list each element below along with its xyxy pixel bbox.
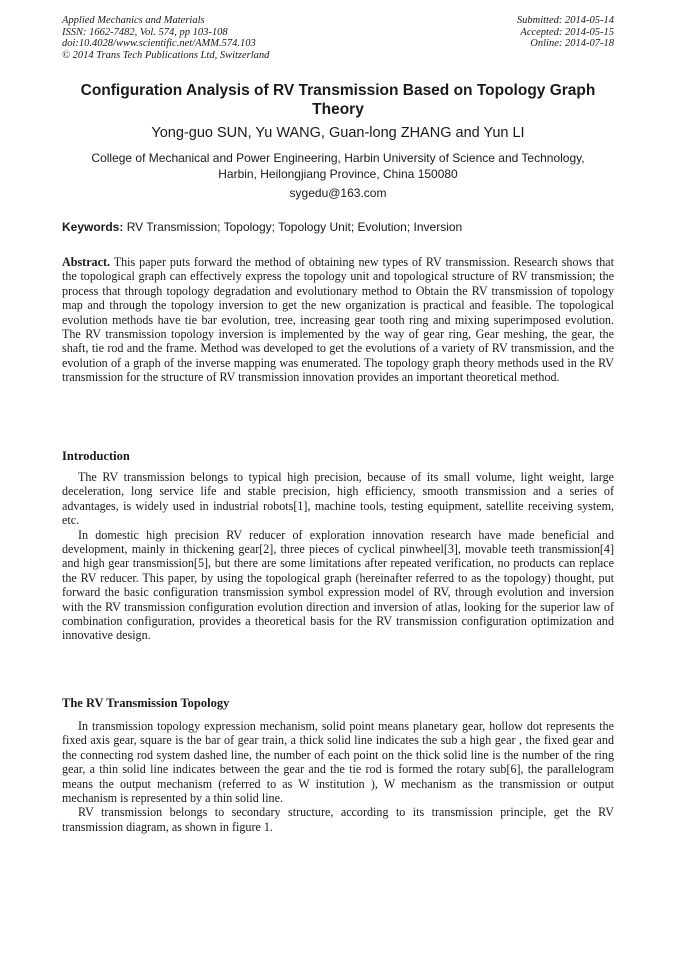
introduction-body [62,470,614,643]
affiliation-line-1: College of Mechanical and Power Engineering, Harbin University of Science and Technology, [91,151,585,165]
intro-paragraph: The RV transmission belongs to typical high precision, because of its small volume, light weight, large deceleration, long service life and stable precision, high efficiency, smooth transmission and a series of advantages, is widely used in industrial robots[1], machine tools, testing equipment, satellite receiving system, etc. [62,470,614,528]
topology-heading: The RV Transmission Topology [62,696,230,710]
topology-paragraph: RV transmission belongs to secondary structure, according to its transmission principle, get the RV transmission diagram, as shown in figure 1. [62,805,614,834]
journal-name: Applied Mechanics and Materials [62,15,205,26]
intro-paragraph: In domestic high precision RV reducer of exploration innovation research have made beneficial and development, mainly in thickening gear[2], three pieces of cyclical pinwheel[3], movable teeth transmission[4] and high gear transmission[5], but there are some limitations after repeated verification, no products can replace the RV reducer. This paper, by using the topological graph (hereinafter referred to as the topology) thought, put forward the basic configuration transmission symbol expression model of RV, through evolution and inversion with the RV transmission configuration evolution direction and inversion of atlas, looking for the superior law of combination configuration, provides a theoretical basis for the RV transmission configuration optimization and innovative design. [62,527,614,643]
submitted-date: Submitted: 2014-05-14 [516,15,614,26]
copyright-line: © 2014 Trans Tech Publications Ltd, Switzerland [62,49,270,61]
keywords [62,220,614,235]
abstract-text: This paper puts forward the method of obtaining new types of RV transmission. Research shows that the topological graph can effectively express the topology unit and topological structure of RV transmission; the process that through topology degradation and evolutionary method to Obtain the RV transmission of topology map and through the topology inversion to get the new organization is practical and feasible. The topological evolution methods have tie bar evolution, tree, increasing gear tooth ring and mixing superimposed evolution. The RV transmission topology inversion is implemented by the way of gear ring, Gear meshing, the gear, the shaft, tie rod and the frame. Method was developed to get the evolutions of a variety of RV transmission, and the evolution of a graph of the inverse mapping was enumerated. The topology graph theory methods used in the RV transmission for the structure of RV transmission innovation provides an important theoretical method. [62,255,614,385]
introduction-heading: Introduction [62,449,130,463]
keywords-text: RV Transmission; Topology; Topology Unit; Evolution; Inversion [123,220,463,234]
journal-header-left [62,15,269,61]
abstract [62,255,614,385]
affiliation-line-2: Harbin, Heilongjiang Province, China 150080 [218,167,458,181]
journal-header-right [517,15,614,50]
accepted-date: Accepted: 2014-05-15 [520,26,614,38]
paper-title: Configuration Analysis of RV Transmission Based on Topology Graph Theory [80,82,596,118]
abstract-label: Abstract. [62,255,111,269]
topology-body [62,719,614,834]
author-list: Yong-guo SUN, Yu WANG, Guan-long ZHANG and Yun LI [151,125,525,141]
topology-paragraph: In transmission topology expression mechanism, solid point means planetary gear, hollow dot represents the fixed axis gear, square is the bar of gear train, a thick solid line indicates the sub a high gear , the fixed gear and the connecting rod system dashed line, the number of each point on the thick solid line is the number of the ring gear, a thin solid line indicates between the gear and the tie rod is formed the rotary sub[6], the parallelogram means the output mechanism (referred to as W institution ), W mechanism as the transmission or output mechanism is represented by a thin solid line. [62,719,614,806]
issn-line: ISSN: 1662-7482, Vol. 574, pp 103-108 [62,26,228,38]
online-date: Online: 2014-07-18 [530,38,614,49]
keywords-label: Keywords: [62,220,124,234]
affiliation [70,150,606,182]
contact-email[interactable]: sygedu@163.com [289,186,387,200]
doi-line[interactable]: doi:10.4028/www.scientific.net/AMM.574.103 [62,38,256,49]
